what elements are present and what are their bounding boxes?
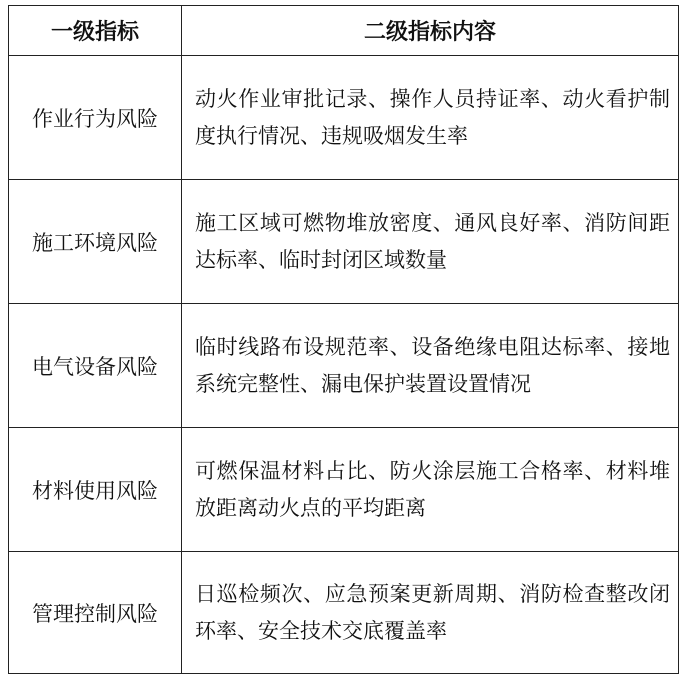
level1-cell: 电气设备风险 bbox=[9, 304, 182, 428]
table-row bbox=[9, 56, 679, 180]
level2-cell: 动火作业审批记录、操作人员持证率、动火看护制度执行情况、违规吸烟发生率 bbox=[182, 56, 679, 180]
table-row bbox=[9, 180, 679, 304]
level2-cell: 施工区域可燃物堆放密度、通风良好率、消防间距达标率、临时封闭区域数量 bbox=[182, 180, 679, 304]
table-row bbox=[9, 428, 679, 552]
level1-cell: 管理控制风险 bbox=[9, 552, 182, 674]
level2-cell: 临时线路布设规范率、设备绝缘电阻达标率、接地系统完整性、漏电保护装置设置情况 bbox=[182, 304, 679, 428]
risk-index-table bbox=[8, 5, 679, 674]
table-row bbox=[9, 552, 679, 674]
level1-cell: 材料使用风险 bbox=[9, 428, 182, 552]
level1-cell: 作业行为风险 bbox=[9, 56, 182, 180]
table-row bbox=[9, 304, 679, 428]
level2-cell: 日巡检频次、应急预案更新周期、消防检查整改闭环率、安全技术交底覆盖率 bbox=[182, 552, 679, 674]
level1-cell: 施工环境风险 bbox=[9, 180, 182, 304]
level2-cell: 可燃保温材料占比、防火涂层施工合格率、材料堆放距离动火点的平均距离 bbox=[182, 428, 679, 552]
table-header-row bbox=[9, 6, 679, 56]
header-level2: 二级指标内容 bbox=[182, 6, 679, 56]
header-level1: 一级指标 bbox=[9, 6, 182, 56]
